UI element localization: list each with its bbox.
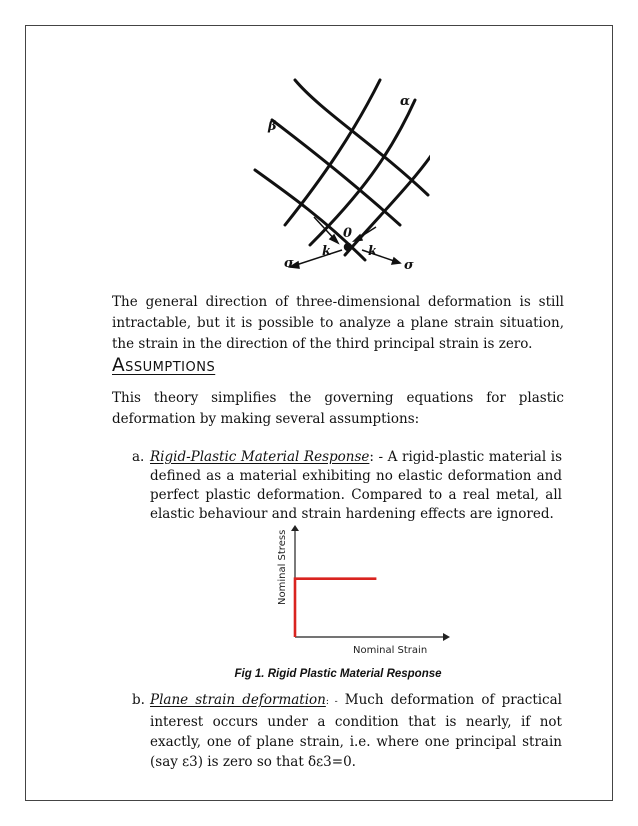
list-text: Much deformation of practical interest occurs under a condition that is nearly, if not exactly, one of plane strain, i.e. where one principal strain (say ε3) is zero so that δε3=0. <box>150 692 562 770</box>
rigid-plastic-chart <box>265 525 450 660</box>
assumptions-intro: This theory simplifies the governing equations for plastic deformation by making several assumptions: <box>112 390 564 427</box>
k-label-right: k <box>368 244 378 259</box>
list-separator: : - <box>369 449 384 465</box>
slip-line-field-figure <box>250 75 430 275</box>
list-marker: a. <box>132 449 145 465</box>
y-axis-label: Nominal Stress <box>277 529 288 605</box>
alpha-label: α <box>400 94 411 109</box>
list-item <box>132 690 562 772</box>
figure-caption: Fig 1. Rigid Plastic Material Response <box>234 668 442 680</box>
stress-strain-curve <box>295 579 376 637</box>
y-axis-arrow <box>291 525 299 531</box>
list-term: Plane strain deformation <box>150 692 326 708</box>
list-marker: b. <box>132 692 145 708</box>
beta-label: β <box>268 119 277 134</box>
intro-paragraph: The general direction of three-dimensional deformation is still intractable, but it is possible to analyze a plane strain situation, the strain in the direction of the third principal strain is zero. <box>112 294 564 352</box>
sigma-label-left: σ <box>284 256 294 271</box>
list-separator: : - <box>325 697 338 707</box>
origin-label: 0 <box>343 226 353 241</box>
x-axis-arrow <box>443 633 450 641</box>
list-item <box>132 448 562 524</box>
alpha-line-2 <box>272 120 400 225</box>
section-heading: Assumptions <box>112 355 216 376</box>
list-text: A rigid-plastic material is defined as a material exhibiting no elastic deformation and perfect plastic deformation. Compared to a real metal, all elastic behaviour and strain hardening effects are ignored. <box>150 449 562 522</box>
sigma-label-right: σ <box>404 258 414 273</box>
list-term: Rigid-Plastic Material Response <box>150 449 370 465</box>
x-axis-label: Nominal Strain <box>353 645 428 656</box>
k-label-left: k <box>322 244 332 259</box>
